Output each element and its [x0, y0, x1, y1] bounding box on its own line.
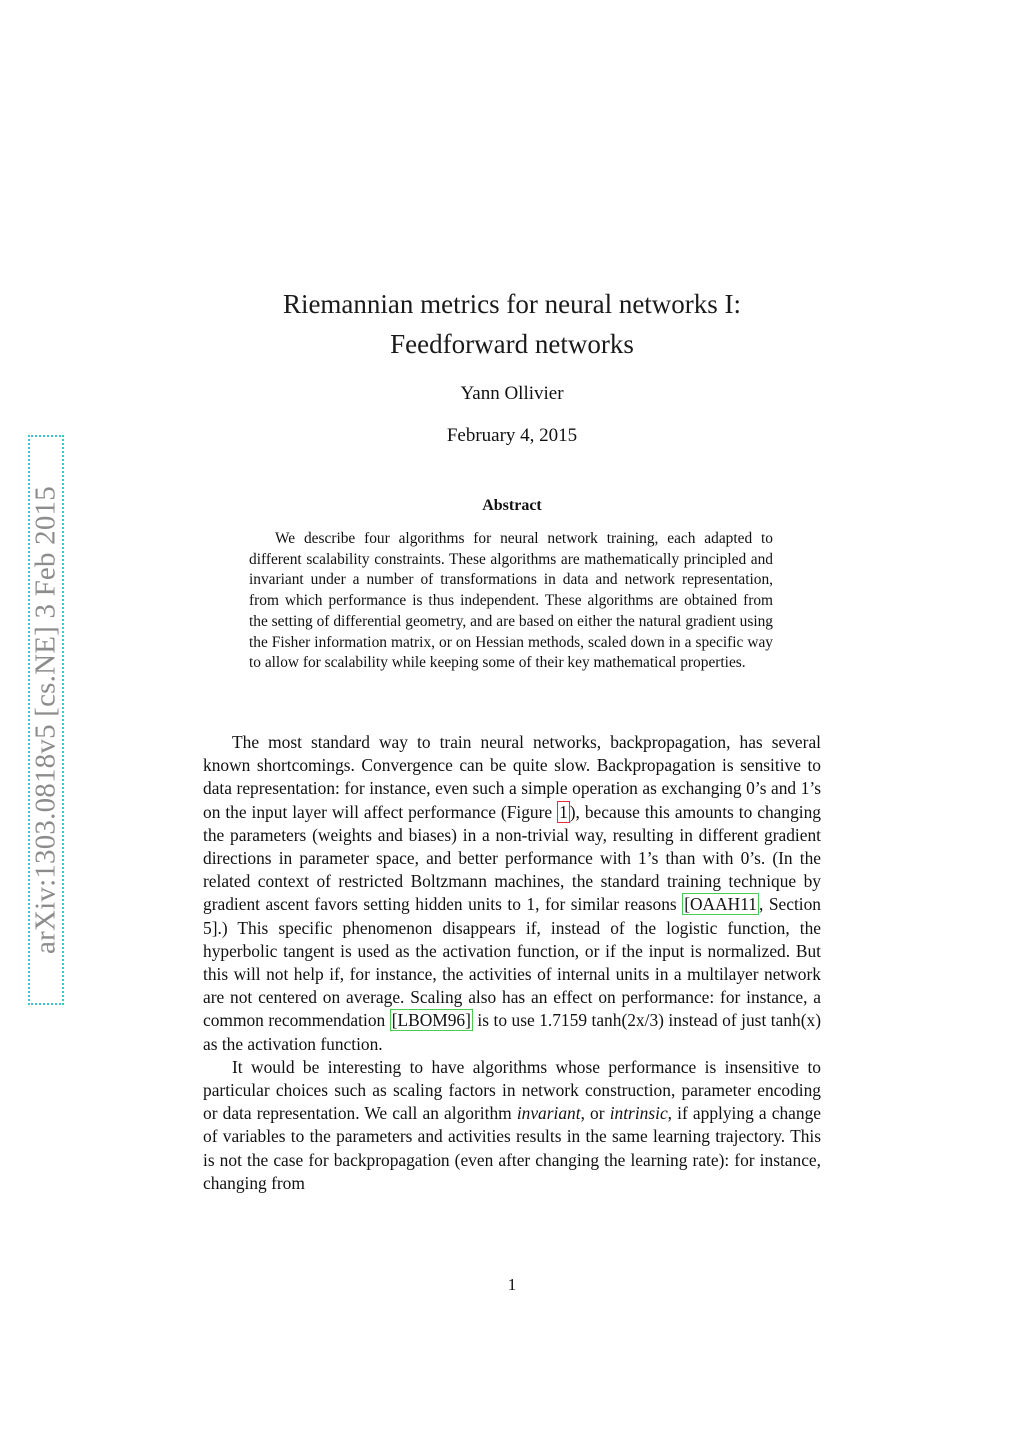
arxiv-identifier: arXiv:1303.0818v5 [cs.NE] 3 Feb 2015 [29, 486, 62, 954]
page-number: 1 [507, 1275, 517, 1294]
paragraph-1-part-2: ), because this amounts to changing the parameters (weights and biases) in a non-trivial way, resulting in different gradient directions in parameter space, and better performance with 1’s than with 0’s. (In the related context of restricted Boltzmann machines, the standard training technique by gradient ascent favors setting hidden units to 1, for similar reasons [203, 801, 821, 915]
author-name: Yann Ollivier [460, 383, 564, 404]
abstract-text: We describe four algorithms for neural network training, each adapted to different scalability constraints. These algorithms are mathematically principled and invariant under a number of transformations in data and network representation, from which performance is thus independent. These algorithms are obtained from the setting of differential geometry, and are based on either the natural gradient using the Fisher information matrix, or on Hessian methods, scaled down in a specific way to allow for scalability while keeping some of their key mathematical properties. [249, 530, 773, 672]
paragraph-2-part-1: It would be interesting to have algorithms whose performance is insensitive to particular choices such as scaling factors in network construction, parameter encoding or data representation. We call an algorithm [203, 1056, 821, 1124]
paragraph-1-part-3: , Section 5].) This specific phenomenon disappears if, instead of the logistic function, the hyperbolic tangent is used as the activation function, or if the input is normalized. But this will not help if, for instance, the activities of internal units in a multilayer network are not centered on average. Scaling also has an effect on performance: for instance, a common recommendation [203, 894, 821, 1031]
title-line-1: Riemannian metrics for neural networks I: [282, 289, 742, 319]
paragraph-1-part-4: is to use 1.7159 tanh(2x/3) instead of just tanh(x) as the activation function. [203, 1010, 821, 1054]
body-text [203, 731, 821, 1195]
term-intrinsic: intrinsic [609, 1103, 668, 1124]
title-line-2: Feedforward networks [390, 329, 634, 359]
paragraph-1 [203, 731, 821, 1056]
figure-1-link[interactable]: 1 [559, 801, 568, 822]
term-invariant: invariant [516, 1103, 581, 1124]
paragraph-1-part-1: The most standard way to train neural networks, backpropagation, has several known shortcomings. Convergence can be quite slow. Backpropagation is sensitive to data representation: for instance, even such a simple operation as exchanging 0’s and 1’s on the input layer will affect performance (Figure [203, 732, 821, 822]
arxiv-identifier-stamp [28, 435, 64, 1005]
citation-oaah11-link[interactable]: [OAAH11 [684, 894, 757, 915]
paragraph-2-part-3: , if applying a change of variables to the parameters and activities results in the same learning trajectory. This is not the case for backpropagation (even after changing the learning rate): for instance, changing from [203, 1103, 822, 1193]
paper-title [160, 284, 864, 364]
publication-date: February 4, 2015 [446, 425, 578, 446]
abstract-heading: Abstract [482, 497, 542, 514]
paragraph-2-part-2: , or [580, 1103, 610, 1124]
citation-lbom96-link[interactable]: [LBOM96] [391, 1010, 471, 1031]
paragraph-2 [203, 1056, 821, 1195]
